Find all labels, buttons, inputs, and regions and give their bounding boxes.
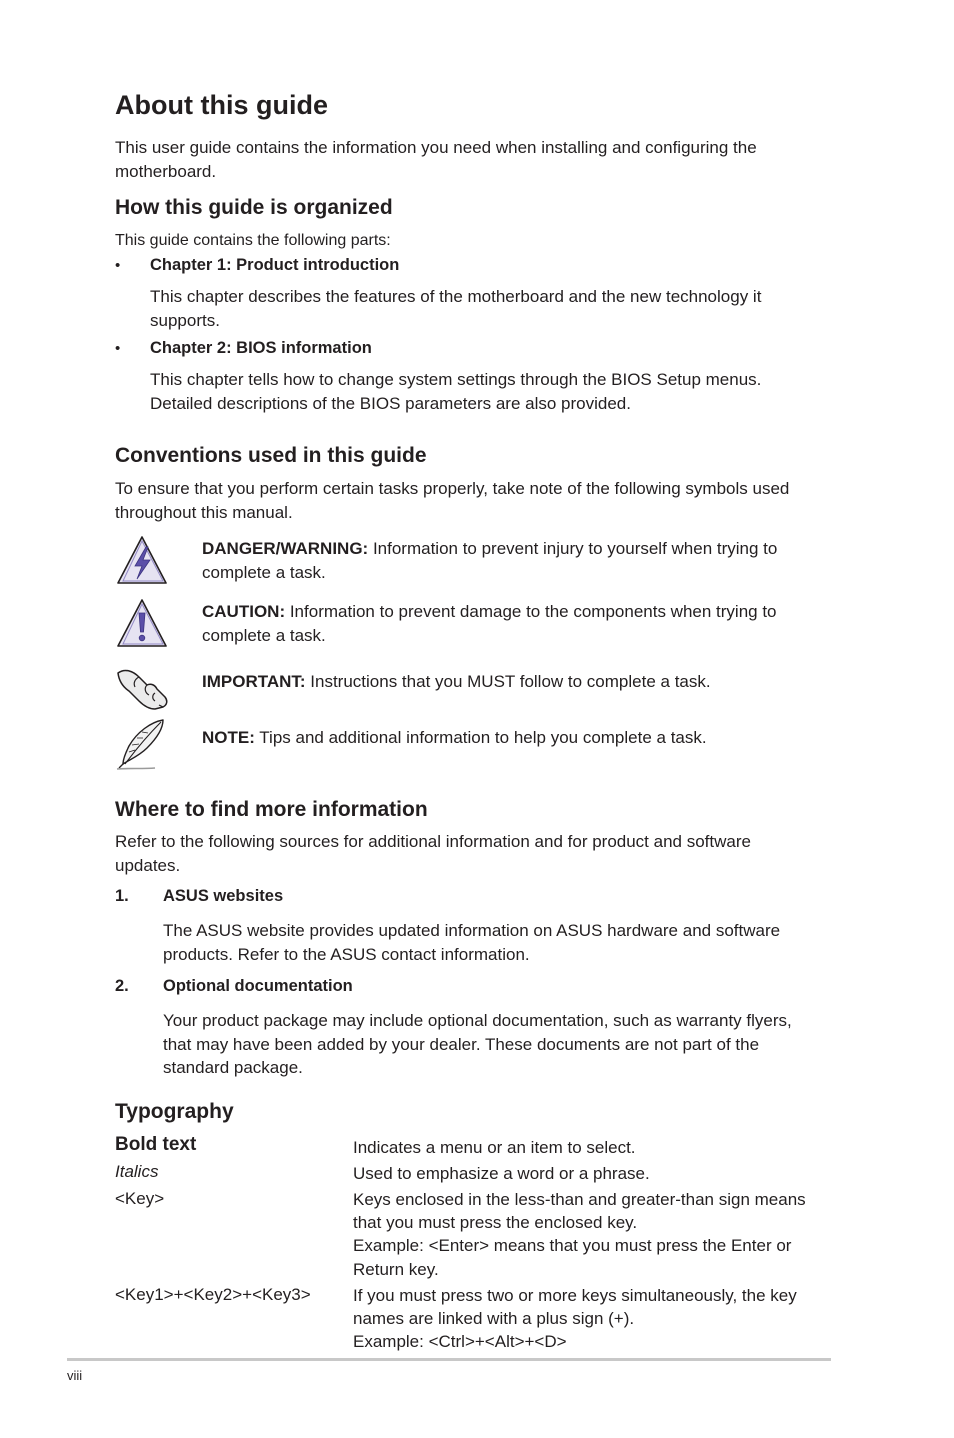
danger-warning-icon [115, 533, 169, 587]
section-heading-more-info: Where to find more information [115, 798, 428, 821]
asus-websites-description: The ASUS website provides updated information on ASUS hardware and software products. Refer to the ASUS contact information. [163, 921, 781, 964]
section-heading-typography: Typography [115, 1100, 234, 1123]
typography-desc-key [353, 1188, 823, 1281]
important-text: Instructions that you MUST follow to complete a task. [305, 672, 711, 691]
typography-term-bold: Bold text [115, 1134, 197, 1155]
more-info-lead: Refer to the following sources for additional information and for product and software updates. [115, 832, 751, 875]
chapter-2-description: This chapter tells how to change system settings through the BIOS Setup menus. Detailed descriptions of the BIOS parameters are also provided. [150, 370, 762, 413]
conventions-lead: To ensure that you perform certain tasks properly, take note of the following symbols used throughout this manual. [115, 479, 790, 522]
intro-paragraph: This user guide contains the information you need when installing and configuring the motherboard. [115, 138, 757, 181]
bullet-marker: • [115, 340, 121, 357]
caution-text: Information to prevent damage to the components when trying to complete a task. [202, 602, 777, 645]
typography-desc-key-combo [353, 1284, 823, 1354]
item-number: 1. [115, 887, 129, 905]
typography-desc-key-example: Example: <Enter> means that you must press the Enter or Return key. [353, 1236, 792, 1279]
item-number: 2. [115, 977, 129, 995]
page-title: About this guide [115, 90, 328, 120]
typography-desc-bold: Indicates a menu or an item to select. [353, 1138, 636, 1157]
page-number: viii [67, 1368, 83, 1383]
danger-warning-text: Information to prevent injury to yourself when trying to complete a task. [202, 539, 778, 582]
danger-warning-note [202, 537, 812, 584]
danger-warning-label: DANGER/WARNING: [202, 539, 369, 558]
important-hand-icon [115, 663, 169, 717]
typography-desc-key-combo-example: Example: <Ctrl>+<Alt>+<D> [353, 1332, 567, 1352]
caution-note [202, 600, 812, 647]
section-heading-organized: How this guide is organized [115, 196, 393, 219]
typography-term-key-combo: <Key1>+<Key2>+<Key3> [115, 1285, 311, 1304]
note-label: NOTE: [202, 728, 255, 747]
optional-documentation-description: Your product package may include optional documentation, such as warranty flyers, that may have been added by your dealer. These documents are not part of the standard package. [163, 1011, 792, 1077]
typography-desc-key-combo-text: If you must press two or more keys simultaneously, the key names are linked with a plus sign (+). [353, 1286, 797, 1329]
chapter-1-title: Chapter 1: Product introduction [150, 256, 400, 274]
asus-websites-title: ASUS websites [163, 887, 284, 905]
note-feather-icon [115, 716, 169, 772]
important-label: IMPORTANT: [202, 672, 306, 691]
section-heading-conventions: Conventions used in this guide [115, 444, 427, 467]
chapter-2-title: Chapter 2: BIOS information [150, 339, 372, 357]
typography-desc-key-text: Keys enclosed in the less-than and greater-than sign means that you must press the enclosed key. [353, 1190, 806, 1233]
chapter-1-description: This chapter describes the features of the motherboard and the new technology it supports. [150, 287, 762, 330]
caution-label: CAUTION: [202, 602, 286, 621]
important-note [202, 670, 812, 694]
optional-documentation-title: Optional documentation [163, 977, 353, 995]
footer-rule [67, 1358, 831, 1361]
note-note [202, 726, 812, 750]
typography-term-key: <Key> [115, 1189, 165, 1208]
typography-term-italics: Italics [115, 1162, 159, 1181]
organized-lead: This guide contains the following parts: [115, 232, 391, 249]
note-text: Tips and additional information to help you complete a task. [254, 728, 707, 747]
caution-icon [115, 596, 169, 650]
typography-desc-italics: Used to emphasize a word or a phrase. [353, 1164, 650, 1183]
bullet-marker: • [115, 257, 121, 274]
